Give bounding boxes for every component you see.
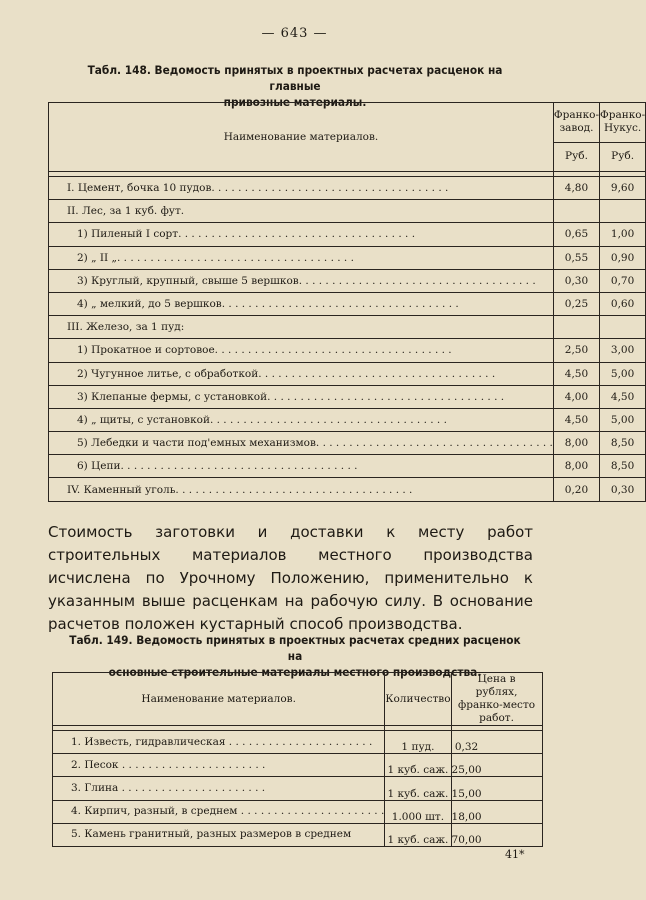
price-franko-nukus: 5,00	[600, 362, 646, 385]
table-row	[49, 316, 646, 339]
price: 70,00	[451, 823, 542, 846]
material-name-text: 2) „ II „	[77, 251, 117, 264]
material-name-text: 3) Клепаные фермы, с установкой	[77, 390, 268, 403]
material-name	[49, 223, 554, 246]
table-148	[48, 102, 646, 502]
dot-leader: . . . . . . . . . . . . . . . . . . . . . .	[118, 758, 266, 771]
column-header-quantity: Количество	[385, 673, 451, 726]
table-row	[53, 754, 543, 777]
column-header-name: Наименование материалов.	[49, 103, 554, 172]
table-row	[49, 246, 646, 269]
price-franko-nukus	[600, 316, 646, 339]
price-franko-zavod: 0,20	[553, 478, 599, 501]
caption-line: Табл. 148. Ведомость принятых в проектных расчетах расценок на главные	[87, 63, 503, 93]
table-row	[49, 362, 646, 385]
price: 15,00	[451, 777, 542, 800]
column-header-price: Цена в рублях, франко-место работ.	[451, 673, 542, 726]
price-franko-zavod: 8,00	[553, 432, 599, 455]
material-name	[49, 246, 554, 269]
price-franko-zavod: 4,00	[553, 385, 599, 408]
price: 25,00	[451, 754, 542, 777]
material-name	[49, 200, 554, 223]
caption-line: основные строительные материалы местного производства.	[108, 665, 482, 679]
price: 0,32	[451, 731, 542, 754]
material-name-text: 3. Глина	[71, 781, 119, 794]
material-name-text: 6) Цепи	[77, 460, 121, 473]
price-franko-nukus: 1,00	[600, 223, 646, 246]
quantity: 1 куб. саж.	[385, 754, 451, 777]
price-franko-zavod: 4,50	[553, 362, 599, 385]
material-name-text: II. Лес, за 1 куб. фут.	[67, 205, 185, 218]
material-name-text: 4. Кирпич, разный, в среднем	[71, 805, 238, 818]
quantity: 1.000 шт.	[385, 800, 451, 823]
price-franko-nukus: 5,00	[600, 408, 646, 431]
material-name-text: 5) Лебедки и части под'емных механизмов	[77, 437, 316, 450]
material-name	[49, 478, 554, 501]
material-name	[53, 731, 385, 754]
price-franko-nukus: 0,70	[600, 269, 646, 292]
price-franko-nukus: 0,60	[600, 292, 646, 315]
price-franko-nukus: 9,60	[600, 177, 646, 200]
price-franko-nukus	[600, 200, 646, 223]
price-franko-zavod: 8,00	[553, 455, 599, 478]
price: 18,00	[451, 800, 542, 823]
price-franko-zavod: 0,30	[553, 269, 599, 292]
table-row	[49, 432, 646, 455]
table-row	[49, 339, 646, 362]
material-name	[53, 777, 385, 800]
material-name	[49, 292, 554, 315]
caption-line: Табл. 149. Ведомость принятых в проектных расчетах средних расценок на	[69, 633, 521, 663]
dot-leader: . . . . . . . . . . . . . . . . . . . . . . . . . . . . . . . . . . . .	[315, 437, 553, 450]
table-row	[49, 200, 646, 223]
price-franko-nukus: 4,50	[600, 385, 646, 408]
dot-leader: . . . . . . . . . . . . . . . . . . . . . . . . . . . . . . . . . . . .	[298, 274, 536, 287]
dot-leader: . . . . . . . . . . . . . . . . . . . . . .	[118, 781, 266, 794]
dot-leader: . . . . . . . . . . . . . . . . . . . . . .	[237, 805, 385, 818]
table-row	[49, 455, 646, 478]
body-paragraph: Стоимость заготовки и доставки к месту работ строительных материалов местного производства исчислена по Урочному Положению, применительно к указанным выше расценкам на рабочую силу. В основание расчетов положен кустарный способ производства.	[48, 523, 533, 633]
price-franko-zavod: 4,80	[553, 177, 599, 200]
material-name-text: 1. Известь, гидравлическая	[71, 735, 226, 748]
unit-label: Руб.	[553, 142, 599, 171]
table-149	[52, 672, 543, 847]
material-name-text: 4) „ щиты, с установкой	[77, 413, 210, 426]
quantity: 1 куб. саж.	[385, 823, 451, 846]
price-franko-zavod: 0,65	[553, 223, 599, 246]
quantity: 1 пуд.	[385, 731, 451, 754]
price-franko-nukus: 0,90	[600, 246, 646, 269]
price-franko-zavod	[553, 316, 599, 339]
table-148-body	[49, 177, 646, 502]
table-row	[53, 731, 543, 754]
dot-leader: . . . . . . . . . . . . . . . . . . . . . . . . . . . . . . . . . . . .	[211, 182, 449, 195]
material-name	[49, 455, 554, 478]
table-row	[49, 177, 646, 200]
dot-leader: . . . . . . . . . . . . . . . . . . . . . . . . . . . . . . . . . . . .	[116, 251, 354, 264]
material-name	[53, 800, 385, 823]
price-franko-nukus: 8,50	[600, 455, 646, 478]
unit-label: Руб.	[600, 142, 646, 171]
material-name-text: 2) Чугунное литье, с обработкой	[77, 367, 259, 380]
material-name	[53, 754, 385, 777]
dot-leader: . . . . . . . . . . . . . . . . . . . . . . . . . . . . . . . . . . . .	[175, 483, 413, 496]
dot-leader: . . . . . . . . . . . . . . . . . . . . . . . . . . . . . . . . . . . .	[258, 367, 496, 380]
table-row	[53, 823, 543, 846]
material-name-text: 3) Круглый, крупный, свыше 5 вершков	[77, 274, 299, 287]
dot-leader: . . . . . . . . . . . . . . . . . . . . . . . . . . . . . . . . . . . .	[214, 344, 452, 357]
material-name	[49, 269, 554, 292]
material-name-text: 2. Песок	[71, 758, 119, 771]
caption-line: привозные материалы.	[223, 95, 367, 109]
material-name	[49, 339, 554, 362]
material-name	[49, 408, 554, 431]
dot-leader: . . . . . . . . . . . . . . . . . . . . . . . . . . . . . . . . . . . .	[267, 390, 505, 403]
table-row	[53, 800, 543, 823]
price-franko-nukus: 0,30	[600, 478, 646, 501]
column-header-franko-nukus: Франко-Нукус.	[600, 103, 646, 143]
material-name	[53, 823, 385, 846]
signature-mark: 41*	[505, 848, 525, 861]
price-franko-nukus: 3,00	[600, 339, 646, 362]
page-number: — 643 —	[261, 26, 328, 41]
table-row	[49, 223, 646, 246]
dot-leader: . . . . . . . . . . . . . . . . . . . . . . . . . . . . . . . . . . . .	[209, 413, 447, 426]
dot-leader: . . . . . . . . . . . . . . . . . . . . . . . . . . . . . . . . . . . .	[120, 460, 358, 473]
price-franko-zavod: 0,25	[553, 292, 599, 315]
material-name	[49, 385, 554, 408]
table-row	[49, 385, 646, 408]
price-franko-zavod: 2,50	[553, 339, 599, 362]
dot-leader: . . . . . . . . . . . . . . . . . . . . . . . . . . . . . . . . . . . .	[221, 298, 459, 311]
material-name	[49, 432, 554, 455]
table-row	[49, 269, 646, 292]
material-name-text: 1) Пиленый I сорт	[77, 228, 179, 241]
price-franko-nukus: 8,50	[600, 432, 646, 455]
material-name	[49, 362, 554, 385]
material-name-text: 1) Прокатное и сортовое	[77, 344, 215, 357]
material-name	[49, 316, 554, 339]
material-name-text: I. Цемент, бочка 10 пудов	[67, 182, 212, 195]
dot-leader: . . . . . . . . . . . . . . . . . . . . . . . . . . . . . . . . . . . .	[178, 228, 416, 241]
price-franko-zavod: 4,50	[553, 408, 599, 431]
material-name-text: IV. Каменный уголь	[67, 483, 176, 496]
material-name-text: III. Железо, за 1 пуд:	[67, 321, 185, 334]
table-row	[49, 292, 646, 315]
dot-leader: . . . . . . . . . . . . . . . . . . . . . .	[225, 735, 373, 748]
table-row	[53, 777, 543, 800]
price-franko-zavod: 0,55	[553, 246, 599, 269]
table-row	[49, 408, 646, 431]
price-franko-zavod	[553, 200, 599, 223]
material-name-text: 5. Камень гранитный, разных размеров в среднем	[71, 828, 352, 841]
quantity: 1 куб. саж.	[385, 777, 451, 800]
column-header-name: Наименование материалов.	[53, 673, 385, 726]
material-name	[49, 177, 554, 200]
column-header-franko-zavod: Франко-завод.	[553, 103, 599, 143]
table-row	[49, 478, 646, 501]
table-149-body	[53, 731, 543, 847]
material-name-text: 4) „ мелкий, до 5 вершков	[77, 298, 222, 311]
